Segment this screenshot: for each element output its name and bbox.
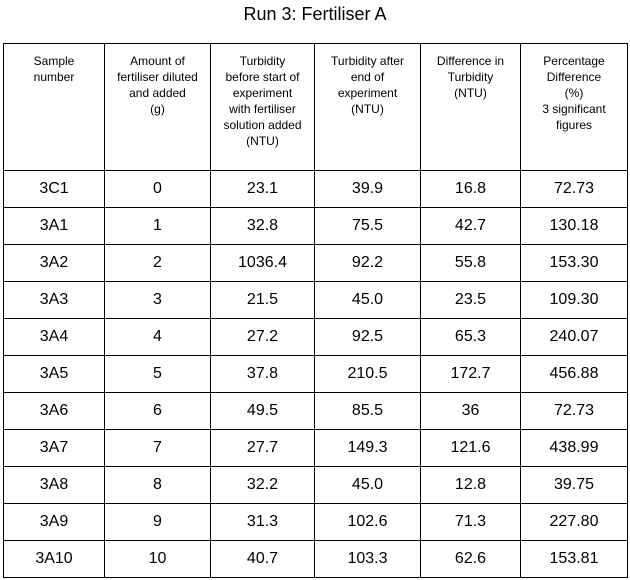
- sample-number-cell: 3A5: [4, 356, 105, 393]
- header-percentage-difference: Percentage Difference (%) 3 significant figures: [521, 44, 628, 171]
- turbidity-before-cell: 27.2: [211, 319, 315, 356]
- fertiliser-amount-cell: 4: [105, 319, 211, 356]
- percentage-difference-cell: 153.81: [521, 541, 628, 578]
- fertiliser-amount-cell: 2: [105, 245, 211, 282]
- sample-number-cell: 3A9: [4, 504, 105, 541]
- header-turbidity-after: Turbidity after end of experiment (NTU): [315, 44, 421, 171]
- turbidity-before-cell: 21.5: [211, 282, 315, 319]
- header-turbidity-before: Turbidity before start of experiment with fertiliser solution added (NTU): [211, 44, 315, 171]
- sample-number-cell: 3A6: [4, 393, 105, 430]
- percentage-difference-cell: 72.73: [521, 171, 628, 208]
- table-row: [4, 393, 628, 430]
- table-row: [4, 245, 628, 282]
- fertiliser-amount-cell: 9: [105, 504, 211, 541]
- table-row: [4, 282, 628, 319]
- fertiliser-amount-cell: 5: [105, 356, 211, 393]
- turbidity-before-cell: 23.1: [211, 171, 315, 208]
- percentage-difference-cell: 72.73: [521, 393, 628, 430]
- turbidity-after-cell: 103.3: [315, 541, 421, 578]
- turbidity-difference-cell: 172.7: [421, 356, 521, 393]
- page-title: Run 3: Fertiliser A: [243, 4, 387, 24]
- turbidity-after-cell: 210.5: [315, 356, 421, 393]
- turbidity-difference-cell: 71.3: [421, 504, 521, 541]
- fertiliser-amount-cell: 10: [105, 541, 211, 578]
- turbidity-before-cell: 32.8: [211, 208, 315, 245]
- turbidity-difference-cell: 62.6: [421, 541, 521, 578]
- turbidity-difference-cell: 36: [421, 393, 521, 430]
- percentage-difference-cell: 227.80: [521, 504, 628, 541]
- table-row: [4, 541, 628, 578]
- table-row: [4, 171, 628, 208]
- table-row: [4, 319, 628, 356]
- turbidity-difference-cell: 12.8: [421, 467, 521, 504]
- turbidity-difference-cell: 65.3: [421, 319, 521, 356]
- fertiliser-amount-cell: 8: [105, 467, 211, 504]
- turbidity-after-cell: 45.0: [315, 282, 421, 319]
- percentage-difference-cell: 130.18: [521, 208, 628, 245]
- table-row: [4, 504, 628, 541]
- fertiliser-amount-cell: 0: [105, 171, 211, 208]
- turbidity-before-cell: 40.7: [211, 541, 315, 578]
- header-fertiliser-amount: Amount of fertiliser diluted and added (g): [105, 44, 211, 171]
- turbidity-difference-cell: 42.7: [421, 208, 521, 245]
- sample-number-cell: 3A1: [4, 208, 105, 245]
- turbidity-difference-cell: 55.8: [421, 245, 521, 282]
- turbidity-before-cell: 27.7: [211, 430, 315, 467]
- turbidity-after-cell: 92.2: [315, 245, 421, 282]
- header-row: [4, 44, 628, 171]
- fertiliser-amount-cell: 3: [105, 282, 211, 319]
- turbidity-after-cell: 39.9: [315, 171, 421, 208]
- turbidity-after-cell: 149.3: [315, 430, 421, 467]
- percentage-difference-cell: 456.88: [521, 356, 628, 393]
- turbidity-difference-cell: 16.8: [421, 171, 521, 208]
- table-row: [4, 467, 628, 504]
- sample-number-cell: 3A7: [4, 430, 105, 467]
- fertiliser-amount-cell: 1: [105, 208, 211, 245]
- percentage-difference-cell: 240.07: [521, 319, 628, 356]
- sample-number-cell: 3A4: [4, 319, 105, 356]
- turbidity-before-cell: 31.3: [211, 504, 315, 541]
- sample-number-cell: 3A8: [4, 467, 105, 504]
- results-table: [3, 43, 628, 578]
- header-turbidity-difference: Difference in Turbidity (NTU): [421, 44, 521, 171]
- table-row: [4, 430, 628, 467]
- percentage-difference-cell: 39.75: [521, 467, 628, 504]
- turbidity-after-cell: 45.0: [315, 467, 421, 504]
- turbidity-before-cell: 1036.4: [211, 245, 315, 282]
- fertiliser-amount-cell: 6: [105, 393, 211, 430]
- turbidity-after-cell: 102.6: [315, 504, 421, 541]
- header-sample-number: Sample number: [4, 44, 105, 171]
- turbidity-before-cell: 49.5: [211, 393, 315, 430]
- turbidity-before-cell: 32.2: [211, 467, 315, 504]
- turbidity-difference-cell: 121.6: [421, 430, 521, 467]
- turbidity-difference-cell: 23.5: [421, 282, 521, 319]
- turbidity-after-cell: 92.5: [315, 319, 421, 356]
- turbidity-before-cell: 37.8: [211, 356, 315, 393]
- table-row: [4, 208, 628, 245]
- percentage-difference-cell: 109.30: [521, 282, 628, 319]
- turbidity-after-cell: 75.5: [315, 208, 421, 245]
- percentage-difference-cell: 153.30: [521, 245, 628, 282]
- sample-number-cell: 3A3: [4, 282, 105, 319]
- percentage-difference-cell: 438.99: [521, 430, 628, 467]
- turbidity-after-cell: 85.5: [315, 393, 421, 430]
- sample-number-cell: 3A2: [4, 245, 105, 282]
- fertiliser-amount-cell: 7: [105, 430, 211, 467]
- sample-number-cell: 3A10: [4, 541, 105, 578]
- sample-number-cell: 3C1: [4, 171, 105, 208]
- table-row: [4, 356, 628, 393]
